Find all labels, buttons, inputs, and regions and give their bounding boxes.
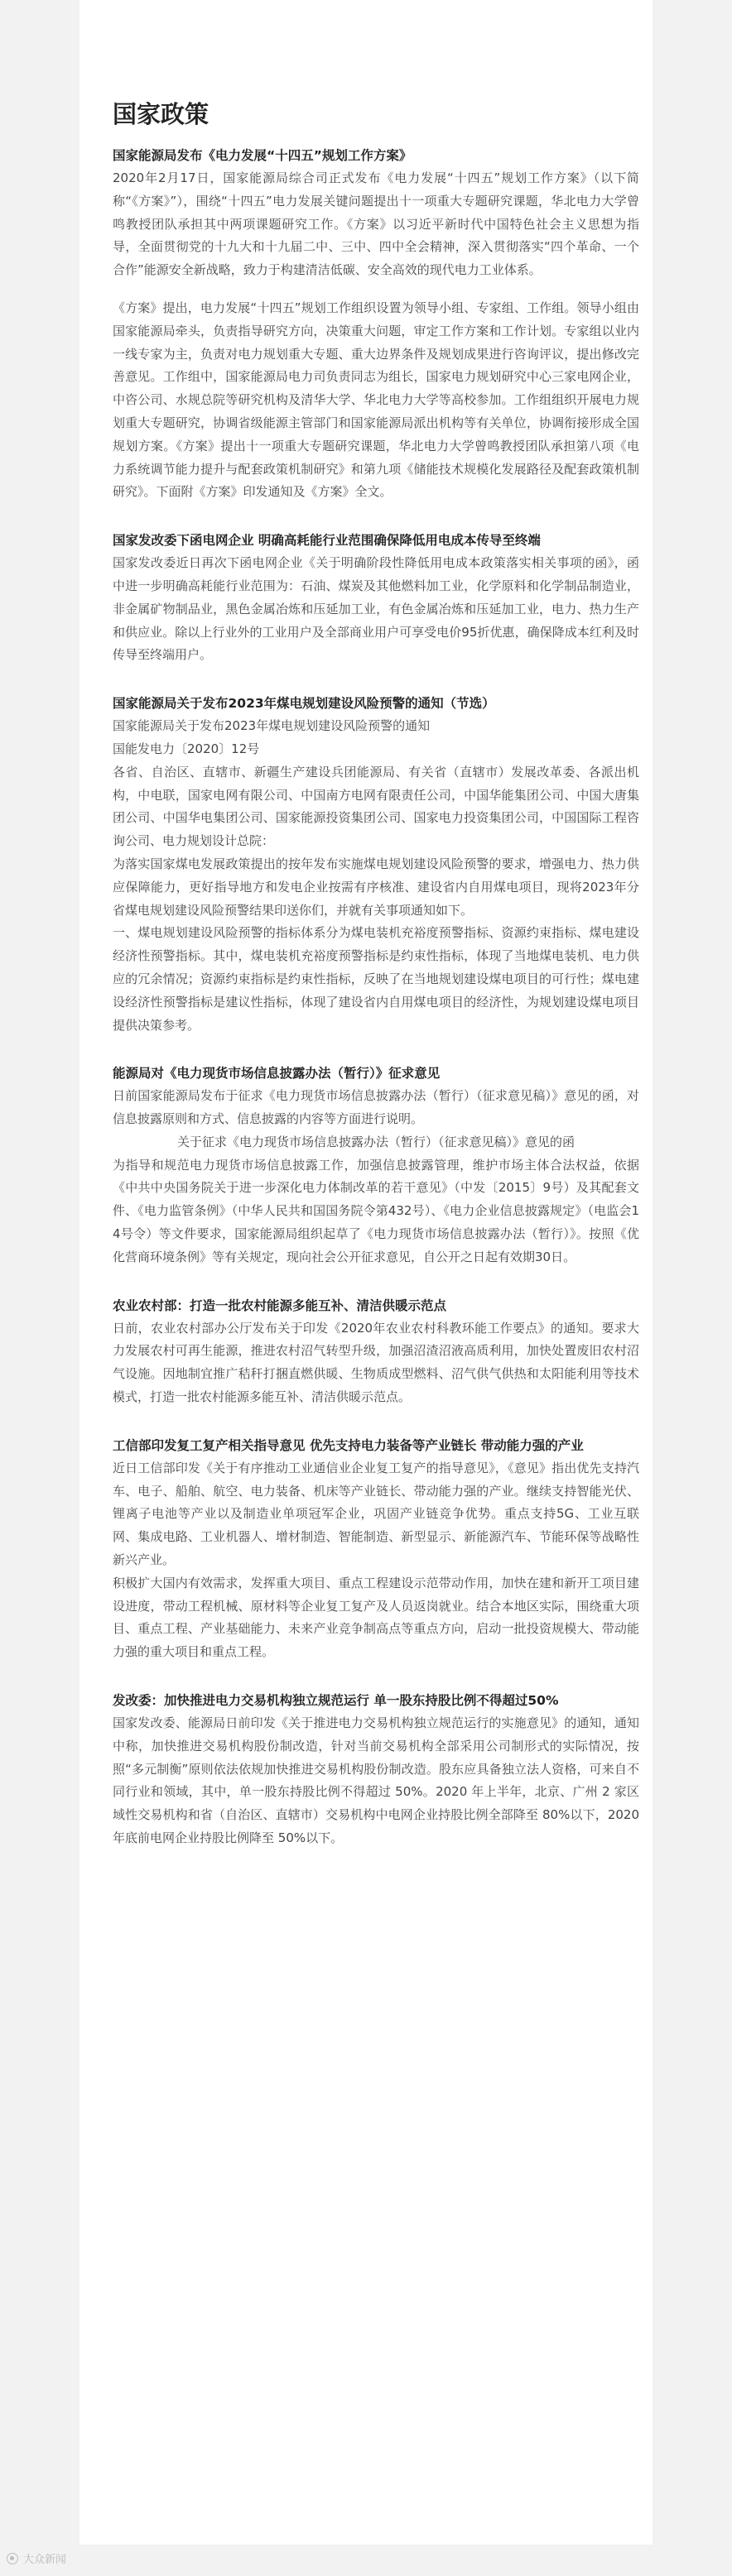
paragraph: 日前，农业农村部办公厅发布关于印发《2020年农业农村科教环能工作要点》的通知。要求大力发展农村可再生能源，推进农村沼气转型升级，加强沼渣沼液高质利用，加快处置废旧农村沼气设施。因地制宜推广秸秆打捆直燃供暖、生物质成型燃料、沼气供气供热和太阳能利用等技术模式，打造一批农村能源多能互补、清洁供暖示范点。 (113, 1320, 639, 1405)
article-content (113, 98, 639, 1850)
section-trading-institutions (113, 1689, 639, 1850)
circle-logo-icon (7, 2553, 18, 2564)
watermark-text: 大众新闻 (23, 2554, 67, 2566)
article-page (79, 0, 653, 2545)
section-title: 农业农村部：打造一批农村能源多能互补、清洁供暖示范点 (113, 1298, 447, 1313)
section-title: 国家能源局关于发布2023年煤电规划建设风险预警的通知（节选） (113, 696, 495, 712)
section-title: 发改委：加快推进电力交易机构独立规范运行 单一股东持股比例不得超过50% (113, 1693, 559, 1709)
section-title: 国家能源局发布《电力发展“十四五”规划工作方案》 (113, 148, 412, 163)
section-ndrc-grid-letter (113, 529, 639, 667)
paragraph: 《方案》提出，电力发展“十四五”规划工作组织设置为领导小组、专家组、工作组。领导小组由国家能源局牵头，负责指导研究方向，决策重大问题，审定工作方案和工作计划。专家组以业内一线专家为主，负责对电力规划重大专题、重大边界条件及规划成果进行咨询评议，提出修改完善意见。工作组中，国家能源局电力司负责同志为组长，国家电力规划研究中心三家电网企业，中咨公司、水规总院等研究机构及清华大学、华北电力大学等高校参加。工作组组织开展电力规划重大专题研究，协调省级能源主管部门和国家能源局派出机构等有关单位，协调衔接形成全国规划方案。《方案》提出十一项重大专题研究课题，华北电力大学曾鸣教授团队承担第八项《电力系统调节能力提升与配套政策机制研究》和第九项《储能技术规模化发展路径及配套政策机制研究》。下面附《方案》印发通知及《方案》全文。 (113, 300, 639, 500)
document-number: 国能发电力〔2020〕12号 (113, 741, 260, 756)
letter-title: 关于征求《电力现货市场信息披露办法（暂行）（征求意见稿）》意见的函 (176, 1134, 575, 1149)
paragraph: 国家发改委近日再次下函电网企业《关于明确阶段性降低用电成本政策落实相关事项的函》，函中进一步明确高耗能行业范围为：石油、煤炭及其他燃料加工业，化学原料和化学制品制造业，非金属矿物制品业，黑色金属冶炼和压延加工业，有色金属冶炼和压延加工业，电力、热力生产和供应业。除以上行业外的工业用户及全部商业用户可享受电价95折优惠，确保降成本红利及时传导至终端用户。 (113, 555, 639, 663)
paragraph: 一、煤电规划建设风险预警的指标体系分为煤电装机充裕度预警指标、资源约束指标、煤电建设经济性预警指标。其中，煤电装机充裕度预警指标是约束性指标，体现了当地煤电装机、电力供应的冗余情况；资源约束指标是约束性指标，反映了在当地规划建设煤电项目的可行性；煤电建设经济性预警指标是建议性指标，体现了建设省内自用煤电项目的经济性，为规划建设煤电项目提供决策参考。 (113, 925, 639, 1033)
section-energy-bureau-plan (113, 144, 639, 504)
section-coal-power-warning (113, 692, 639, 1037)
section-title: 国家发改委下函电网企业 明确高耗能行业范围确保降低用电成本传导至终端 (113, 533, 541, 549)
page-title: 国家政策 (113, 100, 209, 128)
paragraph: 为指导和规范电力现货市场信息披露工作，加强信息披露管理，维护市场主体合法权益，依据《中共中央国务院关于进一步深化电力体制改革的若干意见》（中发〔2015〕9号）及其配套文件、《电力监管条例》（中华人民共和国国务院令第432号）、《电力企业信息披露规定》（电监会14号令）等文件要求，国家能源局组织起草了《电力现货市场信息披露办法（暂行）》。按照《优化营商环境条例》等有关规定，现向社会公开征求意见，自公开之日起有效期30日。 (113, 1157, 639, 1264)
paragraph: 国家发改委、能源局日前印发《关于推进电力交易机构独立规范运行的实施意见》的通知，通知中称，加快推进交易机构股份制改造，针对当前交易机构全部采用公司制形式的实际情况，按照“多元制衡”原则依法依规加快推进交易机构股份制改造。股东应具备独立法人资格，可来自不同行业和领域，其中，单一股东持股比例不得超过 50%。2020 年上半年，北京、广州 2 家区域性交易机构和省（自治区、直辖市）交易机构中电网企业持股比例全部降至 80%以下，2020年底前电网企业持股比例降至 50%以下。 (113, 1715, 639, 1846)
watermark (7, 2550, 66, 2566)
paragraph: 日前国家能源局发布于征求《电力现货市场信息披露办法（暂行）（征求意见稿）》意见的函，对信息披露原则和方式、信息披露的内容等方面进行说明。 (113, 1088, 639, 1127)
paragraph: 各省、自治区、直辖市、新疆生产建设兵团能源局、有关省（直辖市）发展改革委、各派出机构，中电联，国家电网有限公司、中国南方电网有限责任公司，中国华能集团公司、中国大唐集团公司、中国华电集团公司、国家能源投资集团公司、国家电力投资集团公司，中国国际工程咨询公司、电力规划设计总院： (113, 764, 639, 849)
paragraph: 2020年2月17日，国家能源局综合司正式发布《电力发展“十四五”规划工作方案》（以下简称“《方案》”），围绕“十四五”电力发展关键问题提出十一项重大专题研究课题，华北电力大学曾鸣教授团队承担其中两项课题研究工作。《方案》以习近平新时代中国特色社会主义思想为指导，全面贯彻党的十九大和十九届二中、三中、四中全会精神，深入贯彻落实“四个革命、一个合作”能源安全新战略，致力于构建清洁低碳、安全高效的现代电力工业体系。 (113, 170, 639, 278)
paragraph: 为落实国家煤电发展政策提出的按年发布实施煤电规划建设风险预警的要求，增强电力、热力供应保障能力，更好指导地方和发电企业按需有序核准、建设省内自用煤电项目，现将2023年分省煤电规划建设风险预警结果印送你们，并就有关事项通知如下。 (113, 856, 639, 918)
paragraph: 国家能源局关于发布2023年煤电规划建设风险预警的通知 (113, 718, 431, 734)
section-agriculture-ministry (113, 1294, 639, 1409)
section-title: 能源局对《电力现货市场信息披露办法（暂行）》征求意见 (113, 1066, 441, 1082)
section-miit-resumption (113, 1434, 639, 1664)
paragraph: 积极扩大国内有效需求，发挥重大项目、重点工程建设示范带动作用，加快在建和新开工项目建设进度，带动工程机械、原材料等企业复工复产及人员返岗就业。结合本地区实际，围绕重大项目、重点工程、产业基础能力、未来产业竞争制高点等重点方向，启动一批投资规模大、带动能力强的重大项目和重点工程。 (113, 1575, 639, 1660)
paragraph: 近日工信部印发《关于有序推动工业通信业企业复工复产的指导意见》，《意见》指出优先支持汽车、电子、船舶、航空、电力装备、机床等产业链长、带动能力强的产业。继续支持智能光伏、锂离子电池等产业以及制造业单项冠军企业，巩固产业链竞争优势。重点支持5G、工业互联网、集成电路、工业机器人、增材制造、智能制造、新型显示、新能源汽车、节能环保等战略性新兴产业。 (113, 1460, 639, 1568)
section-spot-market-disclosure (113, 1062, 639, 1269)
section-title: 工信部印发复工复产相关指导意见 优先支持电力装备等产业链长 带动能力强的产业 (113, 1437, 584, 1453)
